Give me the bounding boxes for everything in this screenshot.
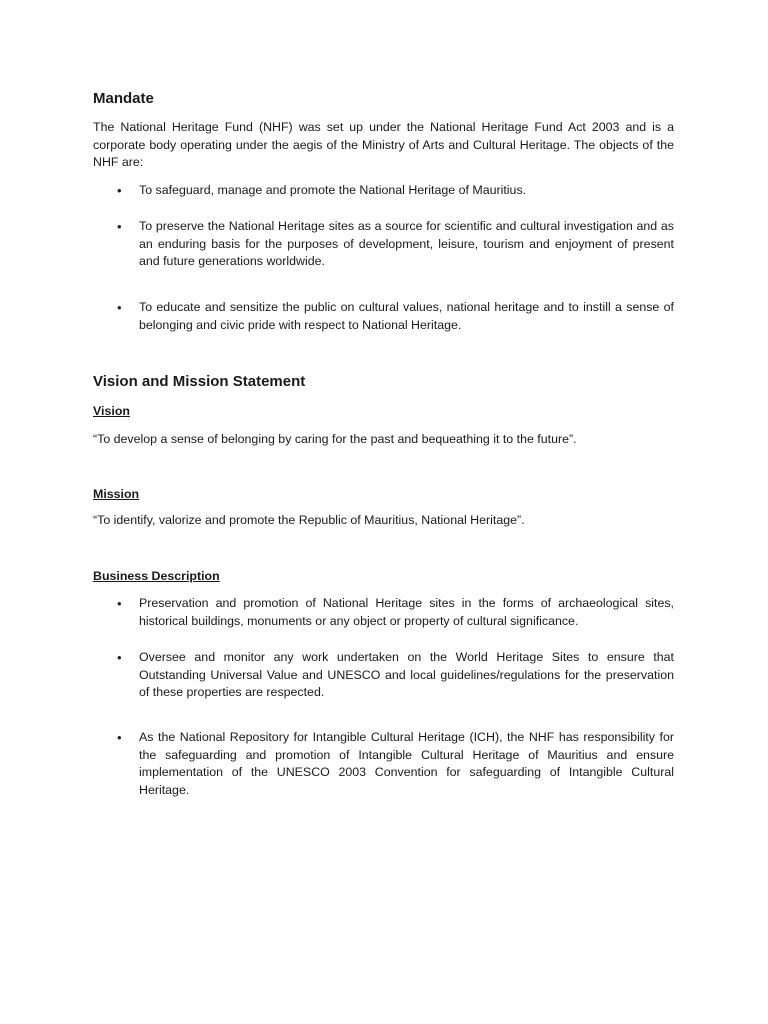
bullet-point: •	[117, 650, 122, 665]
business-item-text: Oversee and monitor any work undertaken on the World Heritage Sites to ensure that Outstanding Universal Value and UNESCO and local guidelines/regulations for the preservation of these properties are respected.	[139, 650, 674, 700]
bullet-point: •	[117, 219, 122, 234]
mandate-heading: Mandate	[93, 90, 154, 107]
business-item-text: Preservation and promotion of National Heritage sites in the forms of archaeological sites, historical buildings, monuments or any object or property of cultural significance.	[139, 596, 674, 628]
bullet-point: •	[117, 300, 122, 315]
business-item-text: As the National Repository for Intangible Cultural Heritage (ICH), the NHF has responsibility for the safeguarding and promotion of Intangible Cultural Heritage of Mauritius and ensure implementation of the UNESCO 2003 Convention for safeguarding of Intangible Cultural Heritage.	[139, 730, 674, 797]
mission-statement: “To identify, valorize and promote the Republic of Mauritius, National Heritage”.	[93, 513, 525, 527]
mandate-object-text: To preserve the National Heritage sites as a source for scientific and cultural investigation and as an enduring basis for the purposes of development, leisure, tourism and enjoyment of present and future generations worldwide.	[139, 219, 674, 269]
vision-heading: Vision	[93, 404, 130, 418]
bullet-point: •	[117, 730, 122, 745]
bullet-point: •	[117, 183, 122, 198]
vision-statement: “To develop a sense of belonging by caring for the past and bequeathing it to the future”.	[93, 432, 577, 446]
vision-mission-heading: Vision and Mission Statement	[93, 373, 306, 390]
bullet-point: •	[117, 596, 122, 611]
mandate-intro: The National Heritage Fund (NHF) was set up under the National Heritage Fund Act 2003 and is a corporate body operating under the aegis of the Ministry of Arts and Cultural Heritage. The objects of the NHF are:	[93, 120, 674, 170]
business-description-heading: Business Description	[93, 569, 220, 583]
mission-heading: Mission	[93, 487, 140, 501]
mandate-object-text: To educate and sensitize the public on cultural values, national heritage and to instill a sense of belonging and civic pride with respect to National Heritage.	[139, 300, 674, 332]
mandate-object-text: To safeguard, manage and promote the National Heritage of Mauritius.	[139, 183, 527, 197]
